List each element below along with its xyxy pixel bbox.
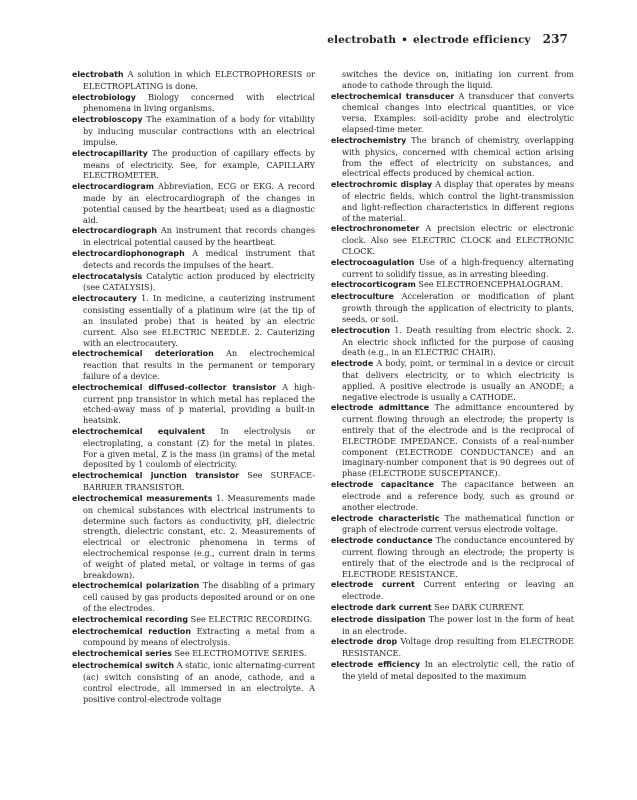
left-column bbox=[72, 69, 315, 704]
entry-term: electrocardiograph bbox=[72, 226, 157, 236]
dictionary-entry bbox=[331, 614, 574, 637]
entry-term: electrobath bbox=[72, 70, 124, 79]
dictionary-entry bbox=[331, 257, 574, 280]
dictionary-entry bbox=[331, 325, 574, 358]
entry-term: electrochemical switch bbox=[72, 661, 175, 671]
entry-definition: switches the device on, initiating ion current from anode to cathode through the liquid. bbox=[342, 69, 574, 90]
dictionary-entry bbox=[331, 402, 574, 479]
entry-term: electrochemical reduction bbox=[72, 626, 191, 636]
entry-definition: See DARK CURRENT. bbox=[434, 602, 525, 612]
entry-term: electrochemical junction transistor bbox=[72, 471, 240, 481]
entry-term: electrochemical measurements bbox=[72, 493, 213, 503]
entry-term: electrochemical deterioration bbox=[72, 349, 214, 359]
dictionary-entry bbox=[331, 223, 574, 256]
entry-term: electrochromic display bbox=[331, 180, 433, 190]
entry-definition: The production of capillary effects by means of electricity. See, for example, CAPILLARY ELECTROMETER. bbox=[83, 147, 315, 181]
entry-definition: Voltage drop resulting from ELECTRODE RESISTANCE. bbox=[342, 636, 574, 659]
entry-definition: The examination of a body for vitability by inducing muscular contractions with an electrical impulse. bbox=[83, 114, 315, 147]
entry-definition: See ELECTRIC RECORDING. bbox=[190, 613, 313, 624]
entry-term: electrocorticogram bbox=[331, 280, 416, 290]
dictionary-entry bbox=[72, 660, 315, 704]
dictionary-entry bbox=[72, 114, 315, 147]
dictionary-entry bbox=[72, 348, 315, 381]
dictionary-entry bbox=[72, 148, 315, 181]
right-column bbox=[331, 69, 574, 682]
dictionary-entry bbox=[331, 291, 574, 324]
entry-definition: Acceleration or modification of plant growth through the application of electricity to plants, seeds, or soil. bbox=[342, 291, 574, 324]
header-last-word: electrode efficiency bbox=[412, 34, 531, 46]
entry-definition: See ELECTROMOTIVE SERIES. bbox=[174, 648, 307, 659]
dictionary-entry bbox=[72, 293, 315, 348]
entry-term: electrode capacitance bbox=[331, 480, 434, 490]
entry-definition: A solution in which ELECTROPHORESIS or ELECTROPLATING is done. bbox=[83, 69, 315, 91]
dictionary-entry bbox=[72, 626, 315, 649]
dictionary-entry bbox=[331, 479, 574, 512]
entry-definition: See ELECTROENCEPHALOGRAM. bbox=[418, 279, 563, 290]
entry-term: electrode current bbox=[331, 580, 415, 590]
dictionary-entry bbox=[72, 382, 315, 426]
entry-definition: 1. In medicine, a cauterizing instrument consisting essentially of a platinum wire (at the tip of an insulated probe) that is heated by an electric current. Also see ELECTRIC NEEDLE. 2. Cauterizing with an electrocautery. bbox=[83, 293, 315, 348]
dictionary-entry bbox=[72, 92, 315, 115]
dictionary-entry bbox=[331, 513, 574, 536]
entry-definition: Catalytic action produced by electricity (see CATALYSIS). bbox=[83, 270, 315, 293]
entry-term: electrocapillarity bbox=[72, 148, 148, 158]
running-header bbox=[72, 32, 568, 46]
entry-definition: In an electrolytic cell, the ratio of the yield of metal deposited to the maximum bbox=[342, 659, 574, 681]
dictionary-entry bbox=[72, 614, 315, 626]
dictionary-entry bbox=[72, 248, 315, 271]
dictionary-entry bbox=[72, 580, 315, 613]
dictionary-entry bbox=[72, 648, 315, 660]
dictionary-entry bbox=[72, 470, 315, 493]
entry-definition: The admittance encountered by current flowing through an electrode; the property is entirely that of the electrode and is the reciprocal of ELECTRODE IMPEDANCE. Consists of a real-number component (ELECTRODE CONDUCTANCE) and an imaginary-number component that is 90 degrees out of phase (ELECTRODE SUSCEPTANCE). bbox=[342, 402, 574, 479]
entry-term: electrocautery bbox=[72, 294, 137, 304]
entry-definition: See SURFACE-BARRIER TRANSISTOR. bbox=[83, 470, 315, 493]
entry-definition: An electrochemical reaction that results in the permanent or temporary failure of a device. bbox=[83, 348, 315, 381]
header-separator: • bbox=[401, 34, 408, 46]
dictionary-entry bbox=[331, 358, 574, 402]
entry-definition: The mathematical function or graph of electrode current versus electrode voltage. bbox=[342, 512, 574, 535]
entry-definition: The branch of chemistry, overlapping with physics, concerned with chemical action arising from the effect of electricity on substances, and electrical effects produced by chemical action. bbox=[342, 134, 574, 179]
entry-definition: A display that operates by means of electric fields, which control the light-transmission and light-reflection characteristics in different regions of the material. bbox=[342, 179, 574, 223]
entry-term: electrochemical transducer bbox=[331, 91, 455, 101]
entry-definition: The disabling of a primary cell caused by gas products deposited around or on one of the electrodes. bbox=[83, 580, 316, 613]
dictionary-entry bbox=[72, 493, 315, 581]
dictionary-entry bbox=[331, 135, 574, 179]
dictionary-entry bbox=[331, 579, 574, 602]
entry-definition: A medical instrument that detects and records the impulses of the heart. bbox=[83, 248, 315, 270]
entry-definition: Abbreviation, ECG or EKG. A record made by an electrocardiograph of the changes in potential caused by the heartbeat; used as a diagnostic aid. bbox=[83, 181, 316, 225]
entry-term: electrode characteristic bbox=[331, 513, 440, 523]
entry-term: electrochemical diffused-collector transistor bbox=[72, 382, 277, 392]
entry-term: electrochemical recording bbox=[72, 614, 189, 624]
entry-term: electrode conductance bbox=[331, 536, 433, 546]
entry-definition: Biology concerned with electrical phenomena in living organisms. bbox=[83, 91, 315, 114]
page-number: 237 bbox=[542, 32, 568, 46]
entry-term: electrocardiophonograph bbox=[72, 249, 185, 258]
entry-definition: A high-current pnp transistor in which metal has replaced the etched-away mass of p material, providing a built-in heatsink. bbox=[83, 381, 315, 426]
entry-definition: 1. Death resulting from electric shock. 2. An electric shock inflicted for the purpose of causing death (e.g., in an ELECTRIC CHAIR). bbox=[342, 324, 574, 358]
dictionary-entry bbox=[72, 181, 315, 225]
entry-term: electrode bbox=[331, 359, 374, 369]
entry-definition: 1. Measurements made on chemical substances with electrical instruments to determine such factors as conductivity, pH, dielectric strength, dielectric constant, etc. 2. Measurements of electrical or electronic phenomena in terms of electrochemical response (e.g., current drain in terms of weight of plated metal, or voltage in terms of gas breakdown). bbox=[83, 492, 315, 580]
entry-term: electrocoagulation bbox=[331, 257, 415, 267]
entry-term: electrocardiogram bbox=[72, 182, 154, 192]
dictionary-entry bbox=[331, 636, 574, 659]
entry-term: electrocatalysis bbox=[72, 271, 143, 281]
entry-term: electrochemical polarization bbox=[72, 581, 200, 591]
entry-term: electrocution bbox=[331, 325, 390, 335]
dictionary-entry bbox=[72, 271, 315, 294]
entry-definition: Extracting a metal from a compound by means of electrolysis. bbox=[83, 625, 315, 648]
entry-definition: The power lost in the form of heat in an electrode. bbox=[342, 613, 574, 636]
entry-term: electrochronometer bbox=[331, 224, 420, 234]
entry-definition: A precision electric or electronic clock. Also see ELECTRIC CLOCK and ELECTRONIC CLOCK. bbox=[342, 223, 574, 256]
dictionary-entry bbox=[331, 602, 574, 614]
dictionary-entry bbox=[331, 659, 574, 682]
entry-definition: Use of a high-frequency alternating current to solidify tissue, as in arresting bleeding. bbox=[342, 256, 574, 279]
entry-term: electrochemical equivalent bbox=[72, 427, 206, 436]
dictionary-entry bbox=[331, 279, 574, 291]
dictionary-entry bbox=[331, 535, 574, 579]
entry-term: electrochemistry bbox=[331, 135, 407, 145]
entry-definition: The capacitance between an electrode and a reference body, such as ground or another electrode. bbox=[342, 479, 574, 512]
entry-term: electrode dissipation bbox=[331, 614, 426, 624]
entry-term: electrobioscopy bbox=[72, 115, 143, 125]
entry-term: electrode dark current bbox=[331, 603, 432, 612]
entry-definition: The conductance encountered by current flowing through an electrode; the property is entirely that of the electrode and is the reciprocal of ELECTRODE RESISTANCE. bbox=[342, 535, 574, 579]
entry-definition: Current entering or leaving an electrode. bbox=[342, 579, 574, 602]
dictionary-entry bbox=[331, 69, 574, 91]
entry-term: electrobiology bbox=[72, 92, 136, 102]
entry-term: electrode drop bbox=[331, 637, 398, 647]
dictionary-entry bbox=[72, 69, 315, 92]
entry-term: electrochemical series bbox=[72, 649, 172, 659]
header-first-word: electrobath bbox=[327, 34, 397, 46]
dictionary-entry bbox=[331, 91, 574, 135]
entry-term: electroculture bbox=[331, 292, 394, 302]
dictionary-entry bbox=[331, 179, 574, 223]
entry-definition: A body, point, or terminal in a device or circuit that delivers electricity, or to which electricity is applied. A positive electrode is usually an ANODE; a negative electrode is usually a CATHODE. bbox=[342, 358, 574, 402]
dictionary-entry bbox=[72, 426, 315, 470]
entry-definition: In electrolysis or electroplating, a constant (Z) for the metal in plates. For a given metal, Z is the mass (in grams) of the metal deposited by 1 coulomb of electricity. bbox=[83, 426, 315, 470]
entry-term: electrode efficiency bbox=[331, 660, 421, 670]
entry-definition: A transducer that converts chemical changes into electrical quantities, or vice versa. Examples: soil-acidity probe and electrolytic elapsed-time meter. bbox=[342, 90, 575, 135]
dictionary-entry bbox=[72, 225, 315, 248]
entry-definition: An instrument that records changes in electrical potential caused by the heartbeat. bbox=[83, 225, 315, 248]
entry-definition: A static, ionic alternating-current (ac) switch consisting of an anode, cathode, and a control electrode, all immersed in an electrolyte. A positive control-electrode voltage bbox=[83, 660, 315, 704]
entry-term: electrode admittance bbox=[331, 403, 430, 413]
